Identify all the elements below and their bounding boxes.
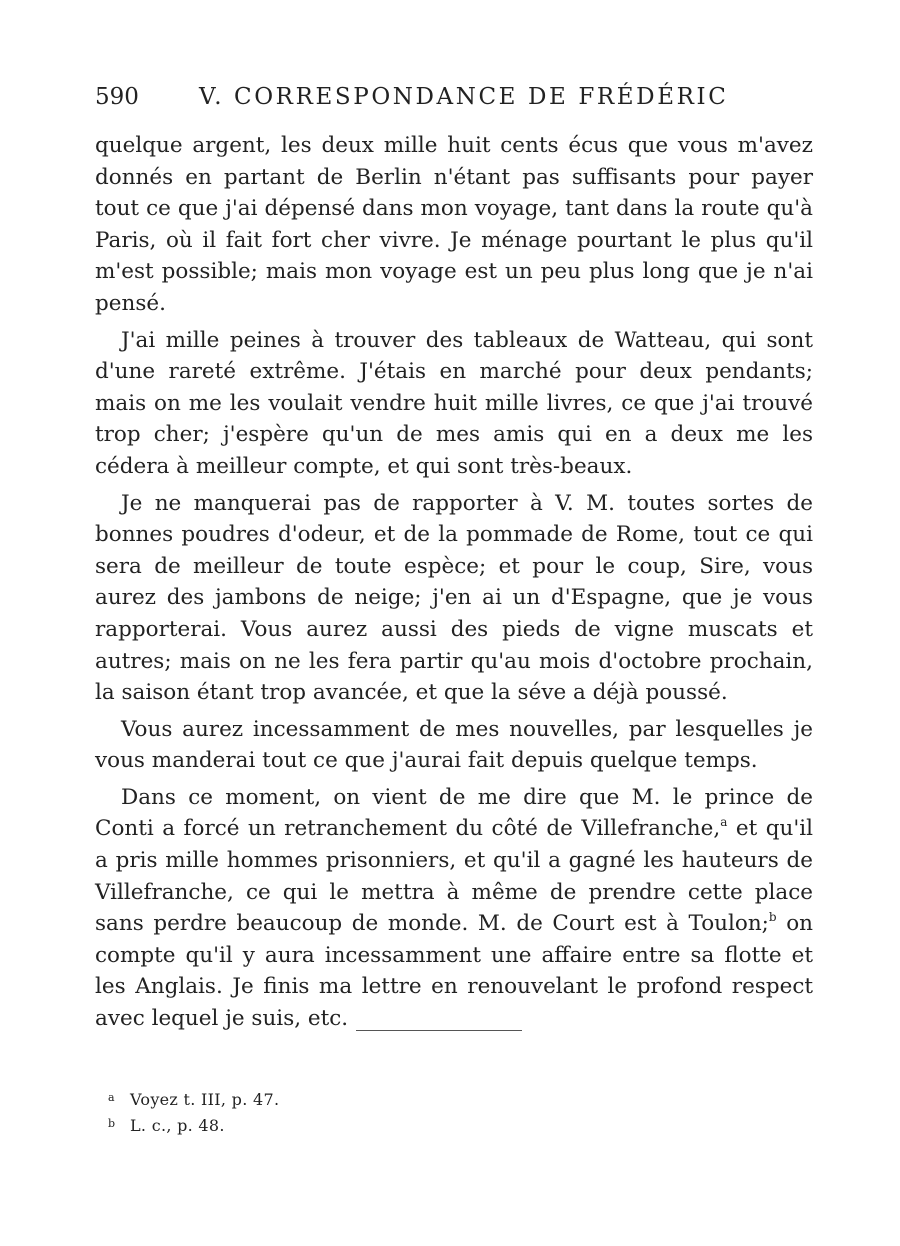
footnote-ref-b: b	[768, 910, 777, 925]
separator-rule	[356, 1030, 522, 1031]
paragraph-conti-part1: Dans ce moment, on vient de me dire que M. le prince de Conti a forcé un retranchement du côté de Villefranche,	[95, 784, 813, 842]
paragraph-watteau: J'ai mille peines à trouver des tableaux de Watteau, qui sont d'une rareté extrême. J'étais en marché pour deux pendants; mais on me les voulait vendre huit mille livres, ce que j'ai trouvé trop cher; j'espère qu'un de mes amis qui en a deux me les cédera à meilleur compte, et qui sont très-beaux.	[95, 327, 813, 479]
paragraph-conti-part3: on compte qu'il y aura incessamment une affaire entre sa flotte et les Anglais. Je finis ma lettre en renouvelant le profond respect avec lequel je suis, etc.	[95, 911, 813, 1032]
footnote-ref-a: a	[720, 815, 728, 830]
paragraph-conti-part2: et qu'il a pris mille hommes prisonniers, et qu'il a gagné les hauteurs de Villefranche, ce qui le mettra à même de prendre cette place sans perdre beaucoup de monde. M. de Court est à Toulon;	[95, 816, 813, 937]
footnote-marker: b	[108, 1117, 116, 1130]
paragraph-continuation: quelque argent, les deux mille huit cents écus que vous m'avez donnés en partant de Berlin n'étant pas suffisants pour payer tout ce que j'ai dépensé dans mon voyage, tant dans la route qu'à Paris, où il fait fort cher vivre. Je ménage pourtant le plus qu'il m'est possible; mais mon voyage est un peu plus long que je n'ai pensé.	[95, 133, 813, 316]
footnote-a	[108, 1086, 279, 1112]
running-title: V. CORRESPONDANCE DE FRÉDÉRIC	[199, 84, 729, 110]
paragraph-gifts: Je ne manquerai pas de rapporter à V. M. toutes sortes de bonnes poudres d'odeur, et de la pommade de Rome, tout ce qui sera de meilleur de toute espèce; et pour le coup, Sire, vous aurez des jambons de neige; j'en ai un d'Espagne, que je vous rapporterai. Vous aurez aussi des pieds de vigne muscats et autres; mais on ne les fera partir qu'au mois d'octobre prochain, la saison étant trop avancée, et que la séve a déjà poussé.	[95, 490, 813, 706]
page-header	[95, 84, 815, 120]
body-text	[95, 130, 813, 1040]
footnote-text: Voyez t. III, p. 47.	[130, 1090, 280, 1109]
footnote-b	[108, 1112, 279, 1138]
footnote-marker: a	[108, 1091, 115, 1104]
paragraph-conti	[95, 782, 813, 1035]
page-number: 590	[95, 84, 139, 110]
footnote-text: L. c., p. 48.	[130, 1116, 225, 1135]
footnotes	[108, 1086, 279, 1138]
paragraph-news: Vous aurez incessamment de mes nouvelles, par lesquelles je vous manderai tout ce que j'aurai fait depuis quelque temps.	[95, 716, 813, 774]
